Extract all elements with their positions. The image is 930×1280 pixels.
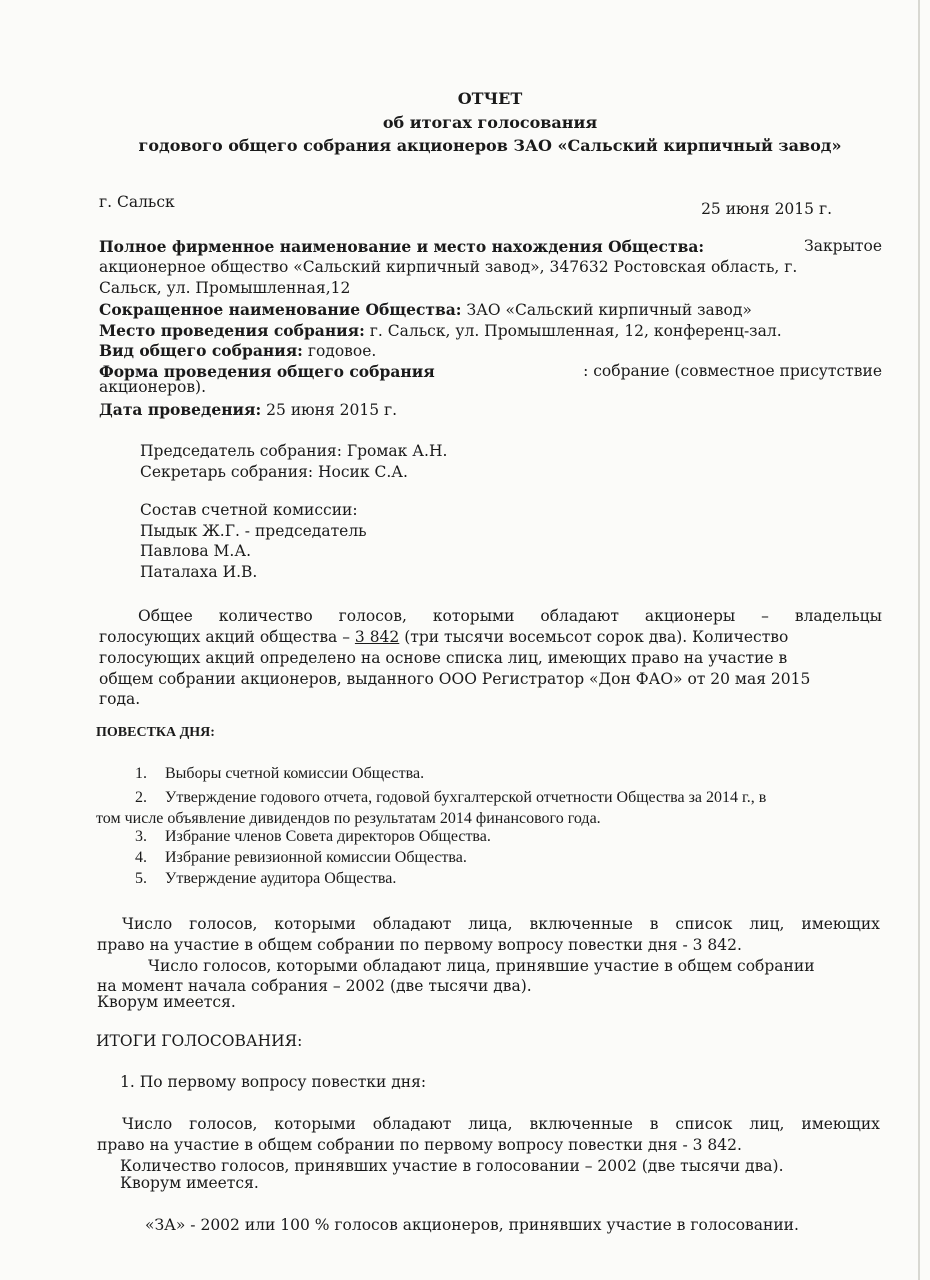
report-title: ОТЧЕТ: [457, 89, 523, 108]
agenda-item: [135, 870, 396, 888]
commission-title: Состав счетной комиссии:: [140, 501, 358, 519]
city: г. Сальск: [99, 193, 175, 211]
full-name-line: [99, 237, 882, 256]
agenda-item: [135, 849, 467, 867]
short-name-line: [99, 300, 752, 319]
agenda-item-text: Утверждение аудитора Общества.: [165, 870, 397, 887]
full-name-line-2: акционерное общество «Сальский кирпичный завод», 347632 Ростовская область, г.: [99, 258, 798, 276]
quorum-line-4: на момент начала собрания – 2002 (две тысячи два).: [97, 977, 532, 995]
full-name-label: Полное фирменное наименование и место нахождения Общества:: [99, 237, 705, 256]
results-line-2: право на участие в общем собрании по первому вопросу повестки дня - 3 842.: [97, 1136, 742, 1154]
report-subtitle: об итогах голосования: [382, 113, 598, 132]
place-value: г. Сальск, ул. Промышленная, 12, конференц-зал.: [369, 322, 782, 340]
agenda-item-number: 5.: [135, 870, 147, 887]
results-line-1: Число голосов, которыми обладают лица, включенные в список лиц, имеющих: [122, 1115, 880, 1133]
quorum-line-3: Число голосов, которыми обладают лица, принявшие участие в общем собрании: [148, 957, 815, 975]
form-value: : собрание (совместное присутствие: [583, 362, 882, 380]
agenda-item-text: Избрание ревизионной комиссии Общества.: [165, 849, 467, 866]
agenda-item-text: Избрание членов Совета директоров Общества.: [165, 828, 491, 845]
agenda-item: [135, 765, 424, 783]
held-date-value: 25 июня 2015 г.: [266, 401, 398, 419]
votes-para-line-5: года.: [99, 690, 141, 708]
agenda-item: [135, 789, 766, 807]
results-quorum: Кворум имеется.: [120, 1174, 259, 1192]
form-line: [99, 362, 882, 381]
agenda-item-continued: том числе объявление дивидендов по результатам 2014 финансового года.: [96, 810, 601, 827]
results-line-3: Количество голосов, принявших участие в голосовании – 2002 (две тысячи два).: [120, 1157, 784, 1175]
full-name-line-3: Сальск, ул. Промышленная,12: [99, 279, 351, 297]
short-name-label: Сокращенное наименование Общества:: [99, 300, 462, 319]
agenda-item-number: 4.: [135, 849, 147, 866]
place-line: [99, 321, 782, 340]
page-edge: [918, 0, 920, 1280]
full-name-value: Закрытое: [804, 237, 882, 255]
commission-member: Пыдык Ж.Г. - председатель: [140, 522, 367, 540]
votes-text: голосующих акций общества –: [99, 628, 355, 646]
held-date-label: Дата проведения:: [99, 400, 262, 419]
votes-para-line-1: Общее количество голосов, которыми обладают акционеры – владельцы: [138, 607, 882, 625]
agenda-heading: ПОВЕСТКА ДНЯ:: [96, 725, 215, 740]
results-heading: ИТОГИ ГОЛОСОВАНИЯ:: [96, 1032, 303, 1050]
held-date-line: [99, 400, 397, 419]
form-label: Форма проведения общего собрания: [99, 362, 435, 381]
votes-para-line-4: общем собрании акционеров, выданного ООО Регистратор «Дон ФАО» от 20 мая 2015: [99, 670, 811, 688]
agenda-item-number: 2.: [135, 789, 147, 806]
question-1-heading: 1. По первому вопросу повестки дня:: [120, 1073, 427, 1091]
agenda-item-number: 3.: [135, 828, 147, 845]
votes-text: (три тысячи восемьсот сорок два). Количество: [399, 628, 789, 646]
kind-label: Вид общего собрания:: [99, 341, 303, 360]
commission-member: Паталаха И.В.: [140, 563, 258, 581]
chairman: Председатель собрания: Громак А.Н.: [140, 442, 448, 460]
votes-para-line-2: [99, 628, 788, 646]
commission-member: Павлова М.А.: [140, 542, 252, 560]
total-votes-number: 3 842: [354, 628, 400, 646]
quorum-line-2: право на участие в общем собрании по первому вопросу повестки дня - 3 842.: [97, 936, 742, 954]
report-date: 25 июня 2015 г.: [701, 200, 832, 218]
agenda-item-number: 1.: [135, 765, 147, 782]
secretary: Секретарь собрания: Носик С.А.: [140, 463, 408, 481]
agenda-item-text: Утверждение годового отчета, годовой бухгалтерской отчетности Общества за 2014 г., в: [165, 789, 767, 806]
quorum-line-1: Число голосов, которыми обладают лица, включенные в список лиц, имеющих: [122, 915, 880, 933]
form-line-2: акционеров).: [99, 378, 207, 396]
quorum-status: Кворум имеется.: [97, 993, 236, 1011]
kind-line: [99, 341, 376, 360]
report-meeting-title: годового общего собрания акционеров ЗАО «Сальский кирпичный завод»: [138, 136, 842, 155]
agenda-item-text: Выборы счетной комиссии Общества.: [165, 765, 425, 782]
short-name-value: ЗАО «Сальский кирпичный завод»: [466, 301, 752, 319]
kind-value: годовое.: [307, 342, 377, 360]
agenda-item: [135, 828, 491, 846]
votes-para-line-3: голосующих акций определено на основе списка лиц, имеющих право на участие в: [99, 649, 788, 667]
vote-for-result: «ЗА» - 2002 или 100 % голосов акционеров, принявших участие в голосовании.: [145, 1216, 799, 1234]
place-label: Место проведения собрания:: [99, 321, 365, 340]
